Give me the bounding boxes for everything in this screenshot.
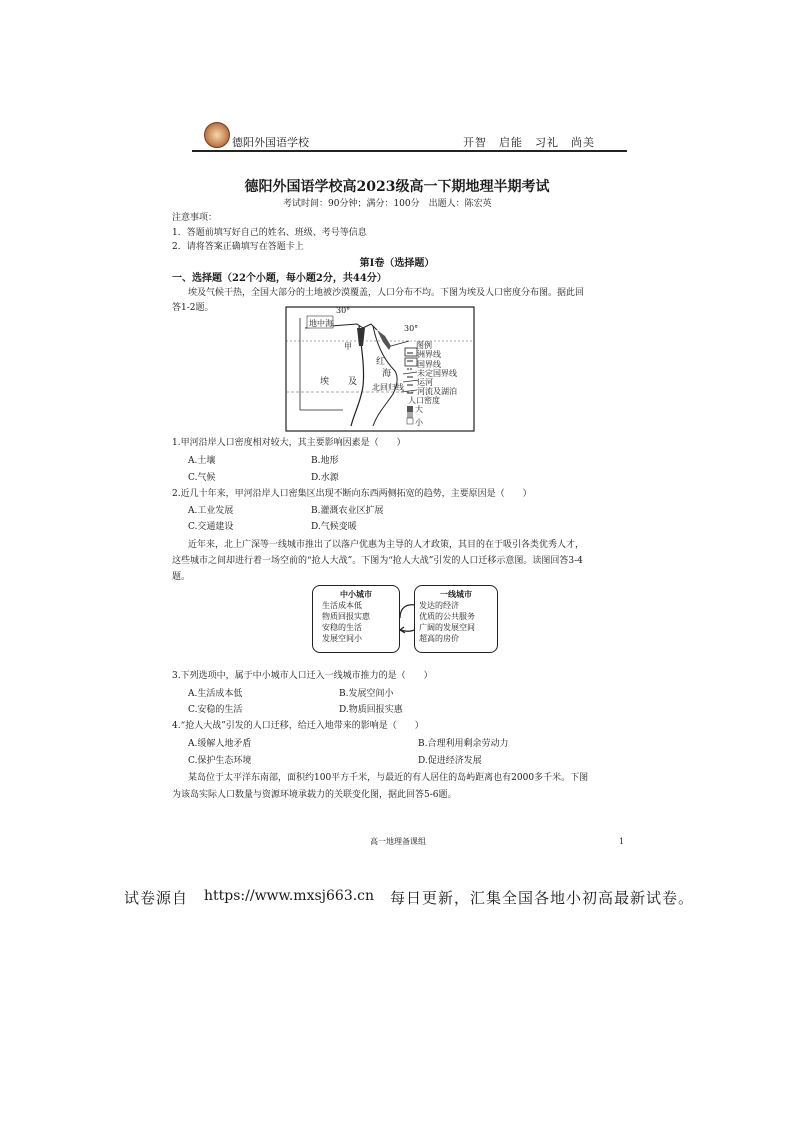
question-4-option: C.保护生态环境 (188, 756, 252, 766)
note-item: 2．请将答案正确填写在答题卡上 (172, 242, 304, 252)
passage-2-line: 这些城市之间却进行着一场空前的“抢人大战”。下图为“抢人大战”引发的人口迁移示意图。读图回答3-4 (172, 556, 583, 566)
page-footer-group: 高一地理备课组 (370, 837, 426, 846)
question-1-option: A.土壤 (188, 456, 216, 466)
legend-item: 运河 (417, 378, 433, 387)
small-city-title: 中小城市 (340, 589, 372, 599)
question-4-option: A.缓解人地矛盾 (188, 739, 252, 749)
source-tail: 每日更新，汇集全国各地小初高最新试卷。 (390, 889, 695, 907)
passage-3-line: 为该岛实际人口数量与资源环境承载力的关联变化图，据此回答5-6题。 (172, 790, 457, 800)
section-heading: 一、选择题（22个小题，每小题2分，共44分） (172, 273, 387, 284)
question-2-option: B.灌溉农业区扩展 (311, 506, 384, 516)
question-3-option: B.发展空间小 (339, 689, 394, 699)
question-1-option: B.地形 (311, 456, 339, 466)
question-4-option: B.合理利用剩余劳动力 (418, 739, 509, 749)
question-1-option: D.水源 (311, 473, 339, 483)
map-river-label: 甲 (344, 342, 352, 351)
notes-heading: 注意事项： (172, 213, 218, 223)
first-tier-city-line: 发达的经济 (419, 601, 459, 610)
map-egypt-label: 及 (348, 377, 358, 387)
question-2-option: C.交通建设 (188, 522, 234, 532)
question-1-option: C.气候 (188, 473, 216, 483)
legend-title: 图例 (416, 341, 432, 350)
first-tier-city-line: 广阔的发展空间 (419, 623, 475, 632)
legend-big: 大 (415, 405, 423, 414)
first-tier-city-line: 优质的公共服务 (419, 612, 475, 621)
note-item: 1．答题前填写好自己的姓名、班级、考号等信息 (172, 228, 367, 238)
passage-2-line: 题。 (172, 572, 191, 582)
map-lat-label: 30° (336, 306, 351, 315)
exam-title: 德阳外国语学校高2023级高一下期地理半期考试 (244, 179, 550, 195)
map-sea-label: 地中海 (309, 319, 333, 328)
small-city-line: 物质回报实惠 (322, 612, 370, 621)
legend-item: 国界线 (417, 360, 441, 369)
source-label: 试卷源自 (124, 889, 189, 907)
part-title: 第Ⅰ卷（选择题） (359, 258, 435, 269)
legend-item: 洲界线 (417, 350, 441, 359)
header-motto: 开智 启能 习礼 尚美 (463, 136, 595, 149)
small-city-line: 安稳的生活 (322, 623, 362, 632)
first-tier-city-box (414, 585, 498, 653)
question-4-stem: 4.“抢人大战”引发的人口迁移，给迁入地带来的影响是（ ） (172, 721, 424, 731)
school-logo (204, 122, 230, 148)
source-url[interactable]: https://www.mxsj663.cn (204, 888, 375, 904)
question-2-option: A.工业发展 (188, 506, 234, 516)
passage-3-line: 某岛位于太平洋东南部，面积约100平方千米，与最近的有人居住的岛屿距离也有2000多千米。下图 (188, 773, 589, 783)
small-city-line: 发展空间小 (322, 634, 362, 643)
question-2-option: D.气候变暖 (311, 522, 357, 532)
map-lat-label: 30° (404, 324, 419, 333)
question-4-option: D.促进经济发展 (418, 756, 482, 766)
exam-info: 考试时间：90分钟；满分：100分 出题人：陈宏英 (283, 199, 492, 209)
map-sea2-label: 海 (382, 369, 392, 379)
question-3-option: C.安稳的生活 (188, 705, 243, 715)
question-3-stem: 3.下列选项中，属于中小城市人口迁入一线城市推力的是（ ） (172, 671, 433, 681)
header-school-name: 德阳外国语学校 (232, 136, 309, 149)
page-number: 1 (619, 837, 625, 846)
question-3-option: A.生活成本低 (188, 689, 243, 699)
map-egypt-label: 埃 (320, 377, 330, 387)
question-2-stem: 2.近几十年来，甲河沿岸人口密集区出现不断向东西两侧拓宽的趋势，主要原因是（ ） (172, 489, 532, 499)
map-red-label: 红 (376, 357, 386, 367)
legend-item: 未定国界线 (417, 369, 457, 378)
legend-item: 人口密度 (408, 396, 440, 405)
map-tropic-label: 北回归线 (372, 383, 404, 392)
question-1-stem: 1.甲河沿岸人口密度相对较大，其主要影响因素是（ ） (172, 438, 406, 448)
first-tier-city-line: 超高的房价 (419, 634, 459, 643)
question-3-option: D.物质回报实惠 (339, 705, 403, 715)
passage-1-line: 答1-2题。 (172, 303, 214, 313)
small-city-box (312, 585, 400, 653)
header-rule (192, 150, 627, 152)
passage-2-line: 近年来，北上广深等一线城市推出了以落户优惠为主导的人才政策，其目的在于吸引各类优秀人才， (188, 540, 585, 550)
passage-1-line: 埃及气候干热，全国大部分的土地被沙漠覆盖，人口分布不均。下图为埃及人口密度分布图。据此回 (188, 288, 585, 298)
first-tier-city-title: 一线城市 (440, 589, 472, 599)
legend-small: 小 (415, 418, 423, 427)
small-city-line: 生活成本低 (322, 601, 362, 610)
legend-item: 河流及湖泊 (417, 387, 457, 396)
